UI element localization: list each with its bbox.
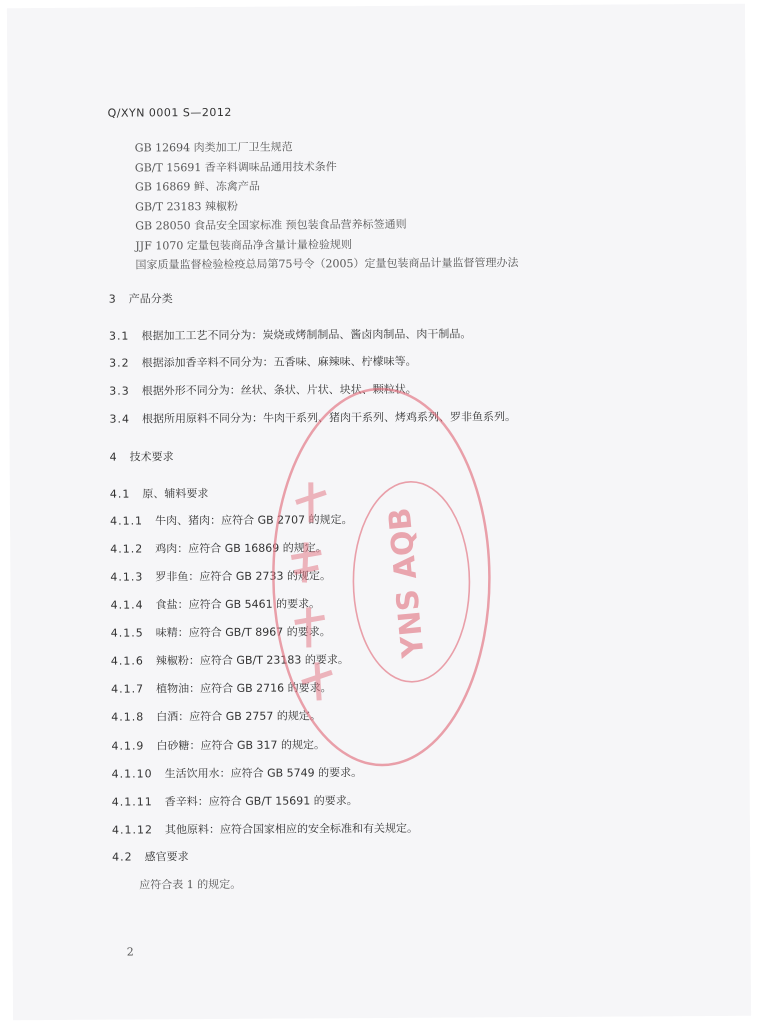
clause-line: 4.1.4 食盐：应符合 GB 5461 的要求。: [110, 597, 321, 612]
reference-item: GB/T 23183 辣椒粉: [135, 199, 239, 213]
reference-item: 国家质量监督检验检疫总局第75号令（2005）定量包装商品计量监督管理办法: [135, 256, 519, 272]
clause-line: 4.2 感官要求: [112, 850, 189, 864]
reference-item: JJF 1070 定量包装商品净含量计量检验规则: [135, 237, 352, 252]
standard-code: Q/XYN 0001 S—2012: [107, 105, 232, 120]
clause-line: 3.4 根据所用原料不同分为：牛肉干系列、猪肉干系列、烤鸡系列、罗非鱼系列。: [109, 410, 516, 426]
reference-item: GB 16869 鲜、冻禽产品: [134, 179, 260, 194]
seal-lettering: YNS AQB: [382, 506, 432, 660]
clause-line: 4.1.11 香辛料：应符合 GB/T 15691 的要求。: [111, 794, 358, 809]
clause-line: 4.1.7 植物油：应符合 GB 2716 的要求。: [111, 681, 332, 696]
normative-references: [135, 136, 519, 275]
clause-line: 4.1 原、辅料要求: [109, 487, 209, 501]
clause-line: 4.1.9 白砂糖：应符合 GB 317 的规定。: [111, 738, 326, 753]
clause-paragraph: 应符合表 1 的规定。: [139, 877, 242, 892]
clause-line: 4.1.10 生活饮用水：应符合 GB 5749 的要求。: [111, 766, 363, 781]
clause-line: 4.1.6 辣椒粉：应符合 GB/T 23183 的要求。: [110, 653, 349, 668]
clause-line: 4.1.2 鸡肉：应符合 GB 16869 的规定。: [110, 541, 327, 556]
reference-item: GB/T 15691 香辛料调味品通用技术条件: [134, 159, 337, 174]
clause-line: 3.1 根据加工工艺不同分为：炭烧或烤制制品、酱卤肉制品、肉干制品。: [108, 327, 472, 343]
clause-line: 4.1.5 味精：应符合 GB/T 8967 的要求。: [110, 625, 331, 640]
reference-item: GB 28050 食品安全国家标准 预包装食品营养标签通则: [135, 217, 407, 233]
page-number: 2: [126, 945, 134, 959]
document-page: [7, 4, 751, 1020]
reference-item: GB 12694 肉类加工厂卫生规范: [134, 140, 293, 155]
clause-line: 3.2 根据添加香辛料不同分为：五香味、麻辣味、柠檬味等。: [109, 354, 417, 370]
clause-line: 3.3 根据外形不同分为：丝状、条状、片状、块状、颗粒状。: [109, 382, 417, 398]
clause-line: 4.1.8 白酒：应符合 GB 2757 的规定。: [111, 709, 321, 724]
section-heading: 3 产品分类: [108, 292, 173, 306]
clause-line: 4.1.1 牛肉、猪肉：应符合 GB 2707 的规定。: [110, 513, 353, 528]
section-heading: 4 技术要求: [109, 450, 174, 464]
clause-line: 4.1.3 罗非鱼：应符合 GB 2733 的规定。: [110, 569, 331, 584]
clause-line: 4.1.12 其他原料：应符合国家相应的安全标准和有关规定。: [111, 821, 418, 837]
